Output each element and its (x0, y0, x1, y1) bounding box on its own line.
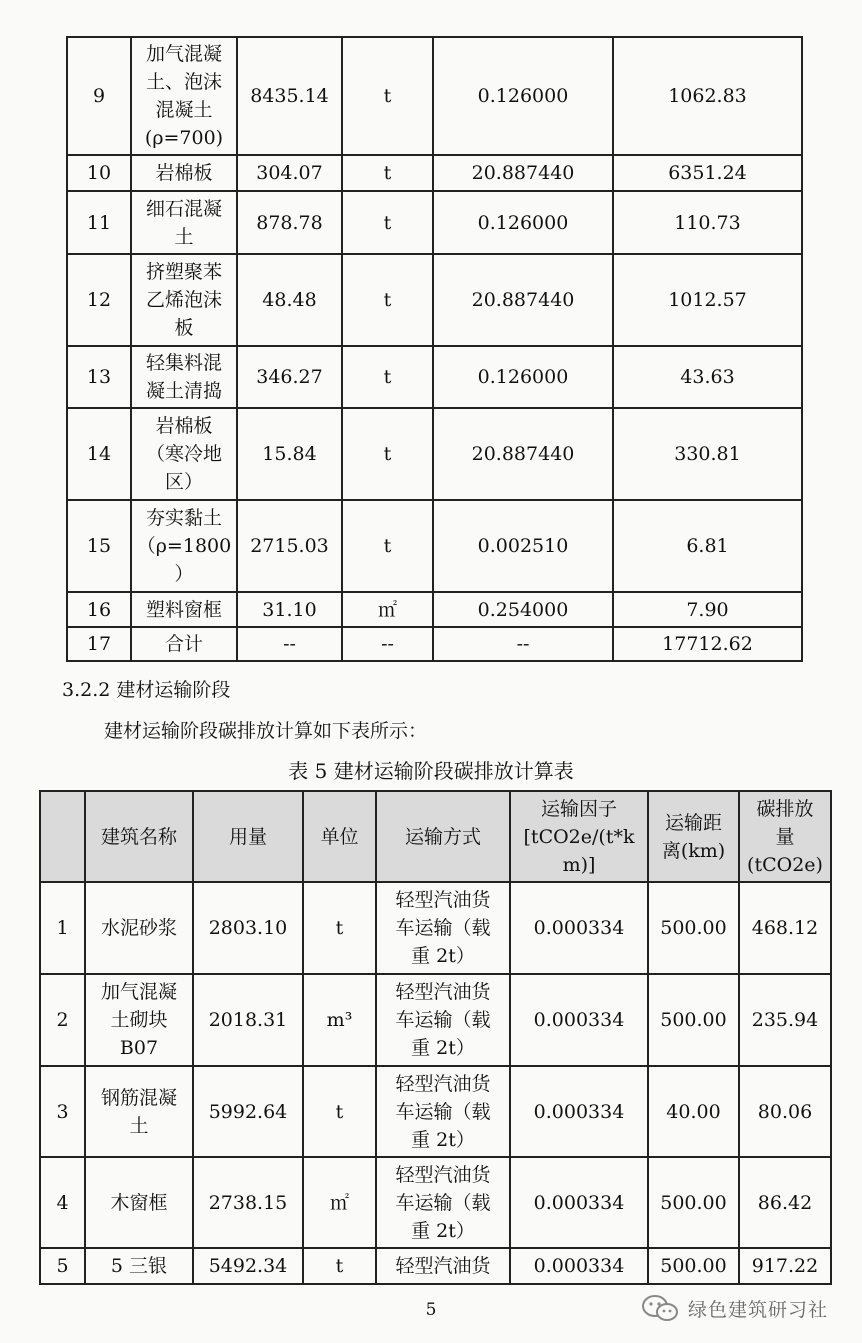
carbon-emission: 80.06 (739, 1066, 831, 1157)
carbon-emission: 7.90 (613, 592, 802, 627)
carbon-emission: 330.81 (613, 408, 802, 500)
row-no: 12 (67, 254, 131, 346)
material-name: 挤塑聚苯 乙烯泡沫 板 (131, 254, 237, 346)
header-emission: 碳排放 量 (tCO2e) (739, 791, 831, 882)
header-amount: 用量 (193, 791, 303, 882)
table-row (40, 1066, 831, 1157)
table-row (40, 882, 831, 974)
header-distance: 运输距 离(km) (648, 791, 739, 882)
material-name: 加气混凝 土砌块 B07 (85, 974, 193, 1066)
material-amount: 48.48 (237, 254, 342, 346)
transport-mode: 轻型汽油货 车运输（载 重 2t） (376, 1157, 510, 1248)
table-row (67, 346, 802, 408)
table-header-row (40, 791, 831, 882)
table-row (40, 1248, 831, 1284)
carbon-emission: 43.63 (613, 346, 802, 408)
emission-factor: 20.887440 (433, 254, 613, 346)
material-amount: 2803.10 (193, 882, 303, 974)
transport-factor: 0.000334 (510, 974, 648, 1066)
intro-paragraph: 建材运输阶段碳排放计算如下表所示： (104, 720, 428, 742)
header-no (40, 791, 85, 882)
material-name: 夯实黏土 （ρ=1800 ） (131, 500, 237, 592)
material-name: 细石混凝 土 (131, 191, 237, 254)
row-no: 11 (67, 191, 131, 254)
transport-factor: 0.000334 (510, 1066, 648, 1157)
material-amount: 2018.31 (193, 974, 303, 1066)
carbon-emission: 1062.83 (613, 37, 802, 155)
section-heading: 3.2.2 建材运输阶段 (62, 679, 231, 701)
material-unit: t (342, 254, 433, 346)
header-name: 建筑名称 (85, 791, 193, 882)
material-unit: t (342, 191, 433, 254)
carbon-emission: 17712.62 (613, 627, 802, 661)
transport-distance: 40.00 (648, 1066, 739, 1157)
transport-factor: 0.000334 (510, 1157, 648, 1248)
row-no: 3 (40, 1066, 85, 1157)
row-no: 10 (67, 155, 131, 191)
material-name: 5 三银 (85, 1248, 193, 1284)
emission-factor: 0.126000 (433, 37, 613, 155)
material-amount: 2738.15 (193, 1157, 303, 1248)
carbon-emission: 1012.57 (613, 254, 802, 346)
transport-distance: 500.00 (648, 1248, 739, 1284)
carbon-emission: 235.94 (739, 974, 831, 1066)
material-name: 轻集料混 凝土清捣 (131, 346, 237, 408)
transport-factor: 0.000334 (510, 1248, 648, 1284)
material-name: 岩棉板 （寒冷地 区） (131, 408, 237, 500)
material-name: 水泥砂浆 (85, 882, 193, 974)
page-number: 5 (425, 1300, 437, 1320)
table-transport-emission (39, 790, 832, 1285)
material-amount: 304.07 (237, 155, 342, 191)
watermark-text: 绿色建筑研习社 (688, 1298, 829, 1321)
transport-mode: 轻型汽油货 车运输（载 重 2t） (376, 882, 510, 974)
transport-mode: 轻型汽油货 (376, 1248, 510, 1284)
row-no: 14 (67, 408, 131, 500)
table-row (67, 254, 802, 346)
material-name: 塑料窗框 (131, 592, 237, 627)
material-unit: t (342, 408, 433, 500)
material-amount: 5992.64 (193, 1066, 303, 1157)
material-unit: m³ (303, 974, 376, 1066)
table-material-emission-continued (66, 36, 803, 662)
transport-mode: 轻型汽油货 车运输（载 重 2t） (376, 1066, 510, 1157)
emission-factor: 0.126000 (433, 346, 613, 408)
material-amount: 5492.34 (193, 1248, 303, 1284)
material-name: 木窗框 (85, 1157, 193, 1248)
row-no: 15 (67, 500, 131, 592)
material-amount: 878.78 (237, 191, 342, 254)
row-no: 5 (40, 1248, 85, 1284)
carbon-emission: 468.12 (739, 882, 831, 974)
wechat-icon (640, 1293, 680, 1323)
row-no: 13 (67, 346, 131, 408)
table-total-row (67, 627, 802, 661)
material-amount: 31.10 (237, 592, 342, 627)
emission-factor: 0.002510 (433, 500, 613, 592)
transport-mode: 轻型汽油货 车运输（载 重 2t） (376, 974, 510, 1066)
table-row (40, 974, 831, 1066)
material-unit: ㎡ (303, 1157, 376, 1248)
material-amount: 8435.14 (237, 37, 342, 155)
transport-distance: 500.00 (648, 1157, 739, 1248)
row-no: 16 (67, 592, 131, 627)
material-unit: t (342, 155, 433, 191)
carbon-emission: 6351.24 (613, 155, 802, 191)
table-caption: 表 5 建材运输阶段碳排放计算表 (288, 759, 574, 783)
header-unit: 单位 (303, 791, 376, 882)
row-no: 17 (67, 627, 131, 661)
material-name: 合计 (131, 627, 237, 661)
table-row (67, 155, 802, 191)
row-no: 2 (40, 974, 85, 1066)
emission-factor: -- (433, 627, 613, 661)
transport-distance: 500.00 (648, 974, 739, 1066)
table-row (67, 191, 802, 254)
material-unit: -- (342, 627, 433, 661)
material-amount: 346.27 (237, 346, 342, 408)
material-unit: t (303, 1248, 376, 1284)
table-row (67, 592, 802, 627)
material-unit: t (303, 882, 376, 974)
row-no: 9 (67, 37, 131, 155)
table-row (67, 37, 802, 155)
carbon-emission: 917.22 (739, 1248, 831, 1284)
transport-factor: 0.000334 (510, 882, 648, 974)
table-row (67, 408, 802, 500)
material-name: 加气混凝 土、泡沫 混凝土 (ρ=700) (131, 37, 237, 155)
header-mode: 运输方式 (376, 791, 510, 882)
material-unit: t (342, 500, 433, 592)
material-amount: 2715.03 (237, 500, 342, 592)
carbon-emission: 86.42 (739, 1157, 831, 1248)
emission-factor: 0.126000 (433, 191, 613, 254)
material-amount: -- (237, 627, 342, 661)
material-unit: ㎡ (342, 592, 433, 627)
row-no: 4 (40, 1157, 85, 1248)
material-name: 钢筋混凝 土 (85, 1066, 193, 1157)
material-name: 岩棉板 (131, 155, 237, 191)
row-no: 1 (40, 882, 85, 974)
emission-factor: 20.887440 (433, 155, 613, 191)
material-unit: t (303, 1066, 376, 1157)
header-factor: 运输因子 [tCO2e/(t*k m)] (510, 791, 648, 882)
material-unit: t (342, 37, 433, 155)
emission-factor: 0.254000 (433, 592, 613, 627)
carbon-emission: 110.73 (613, 191, 802, 254)
emission-factor: 20.887440 (433, 408, 613, 500)
table-row (67, 500, 802, 592)
material-unit: t (342, 346, 433, 408)
material-amount: 15.84 (237, 408, 342, 500)
table-row (40, 1157, 831, 1248)
transport-distance: 500.00 (648, 882, 739, 974)
watermark (640, 1291, 828, 1325)
carbon-emission: 6.81 (613, 500, 802, 592)
